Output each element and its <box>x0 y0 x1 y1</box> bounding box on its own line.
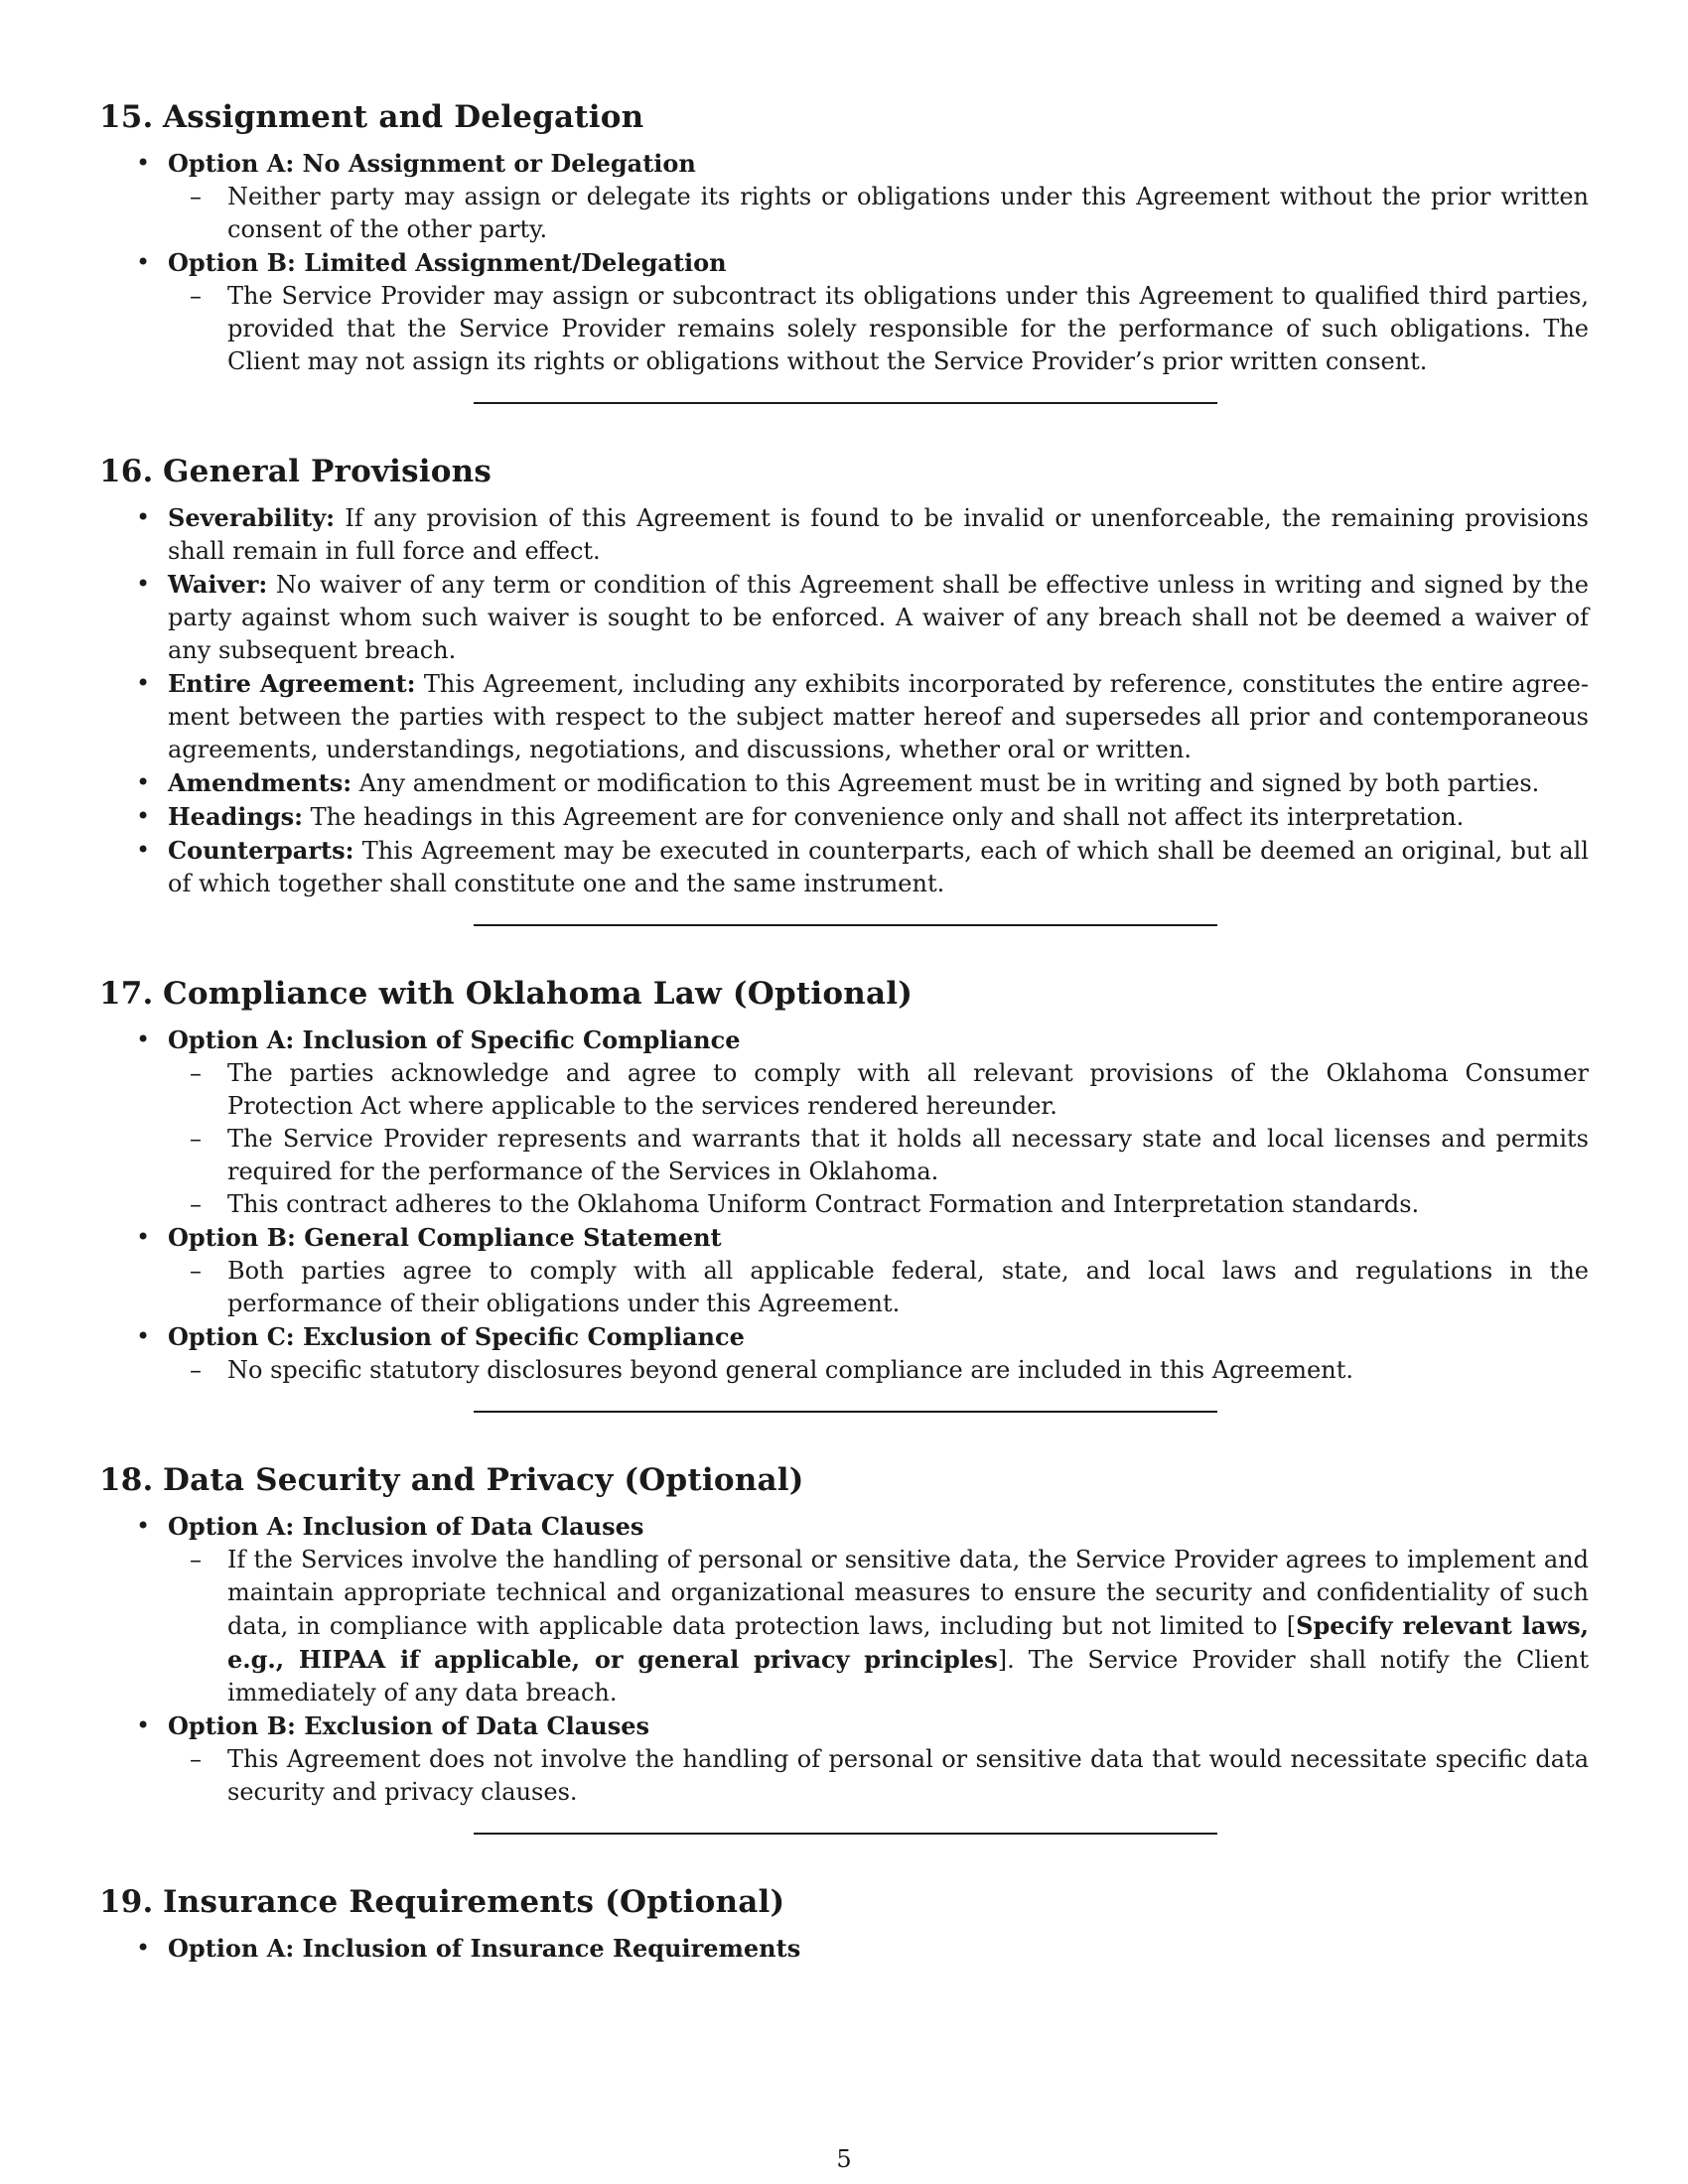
list-item <box>99 568 1589 667</box>
sub-list-item: – No specific statutory disclosures beyond general compliance are included in this Agreement. <box>168 1354 1589 1387</box>
section-heading <box>99 972 1589 1016</box>
section-title: Assignment and Delegation <box>163 99 644 135</box>
page-number: 5 <box>836 2145 852 2173</box>
list-item <box>99 1510 1589 1709</box>
option-list <box>99 1510 1589 1809</box>
provision-text: If any provision of this Agreement is found to be invalid or unenforceable, the remaining provisions shall remain in full force and effect. <box>168 504 1589 565</box>
section-19 <box>99 1880 1589 1966</box>
list-item <box>99 246 1589 378</box>
provision-list <box>99 501 1589 900</box>
section-title: Compliance with Oklahoma Law (Optional) <box>163 976 914 1012</box>
provision-label: Severability: <box>168 503 336 532</box>
option-label: Option B: Limited Assignment/Delegation <box>168 248 727 277</box>
option-label: Option A: Inclusion of Insurance Requirements <box>168 1934 801 1963</box>
sub-list-item: – Neither party may assign or delegate its rights or obligations under this Agreement without the prior written consent of the other party. <box>168 181 1589 246</box>
list-item <box>99 834 1589 900</box>
sub-list-item <box>168 1544 1589 1709</box>
clause-text: If the Services involve the handling of personal or sensitive data, the Service Provider agrees to implement and maintain appropriate technical and organizational measures to ensure the security and confidentiality of such data, in compliance with applicable data protection laws, including but not limited to [ <box>227 1546 1589 1640</box>
section-divider <box>474 924 1217 926</box>
option-label: Option C: Exclusion of Specific Compliance <box>168 1322 745 1351</box>
option-list <box>99 1024 1589 1387</box>
provision-label: Waiver: <box>168 570 268 599</box>
list-item <box>99 1932 1589 1966</box>
section-heading <box>99 1458 1589 1502</box>
list-item <box>99 766 1589 800</box>
list-item <box>99 501 1589 568</box>
section-title: Insurance Requirements (Optional) <box>163 1884 785 1920</box>
section-heading <box>99 450 1589 493</box>
section-number: 19. <box>99 1884 154 1920</box>
sub-list <box>168 1255 1589 1320</box>
provision-text: This Agreement, including any exhibits incorporated by reference, constitutes the entire agree-ment between the parties with respect to the subject matter hereof and supersedes all prior and contemporaneous agreements, understandings, negotiations, and discussions, whether oral or written. <box>168 670 1589 763</box>
list-item <box>99 1709 1589 1809</box>
section-title: General Provisions <box>163 454 492 489</box>
option-list <box>99 1932 1589 1966</box>
sub-list <box>168 1544 1589 1709</box>
option-label: Option B: Exclusion of Data Clauses <box>168 1711 649 1740</box>
sub-list-item: – The Service Provider represents and warrants that it holds all necessary state and local licenses and permits required for the performance of the Services in Oklahoma. <box>168 1123 1589 1188</box>
sub-list <box>168 280 1589 378</box>
section-title: Data Security and Privacy (Optional) <box>163 1462 804 1498</box>
provision-label: Entire Agreement: <box>168 669 416 698</box>
list-item <box>99 667 1589 766</box>
clause-text: ]. The Service Provider shall notify the Client immediately of any data breach. <box>227 1646 1590 1706</box>
option-label: Option A: No Assignment or Delegation <box>168 149 696 178</box>
section-heading <box>99 1880 1589 1924</box>
sub-list-item: – The parties acknowledge and agree to comply with all relevant provisions of the Oklahoma Consumer Protection Act where applicable to the services rendered hereunder. <box>168 1057 1589 1123</box>
section-divider <box>474 1833 1217 1835</box>
section-number: 17. <box>99 976 154 1012</box>
provision-text: No waiver of any term or condition of this Agreement shall be effective unless in writing and signed by the party against whom such waiver is sought to be enforced. A waiver of any breach shall not be deemed a waiver of any subsequent breach. <box>168 571 1589 664</box>
section-17 <box>99 972 1589 1387</box>
option-label: Option A: Inclusion of Specific Compliance <box>168 1025 741 1054</box>
section-number: 18. <box>99 1462 154 1498</box>
list-item <box>99 147 1589 246</box>
sub-list-item: – Both parties agree to comply with all applicable federal, state, and local laws and regulations in the performance of their obligations under this Agreement. <box>168 1255 1589 1320</box>
section-divider <box>474 402 1217 404</box>
list-item <box>99 1320 1589 1387</box>
section-16 <box>99 450 1589 900</box>
provision-label: Counterparts: <box>168 836 354 865</box>
document-page <box>99 95 1589 1966</box>
provision-text: This Agreement may be executed in counterparts, each of which shall be deemed an original, but all of which together shall constitute one and the same instrument. <box>168 837 1589 897</box>
provision-label: Headings: <box>168 802 303 831</box>
sub-list-item: – The Service Provider may assign or subcontract its obligations under this Agreement to qualified third parties, provided that the Service Provider remains solely responsible for the performance of such obligations. The Client may not assign its rights or obligations without the Service Provider’s prior written consent. <box>168 280 1589 378</box>
sub-list-item: – This Agreement does not involve the handling of personal or sensitive data that would necessitate specific data security and privacy clauses. <box>168 1743 1589 1809</box>
sub-list <box>168 1354 1589 1387</box>
list-item <box>99 1024 1589 1221</box>
sub-list <box>168 1743 1589 1809</box>
list-item <box>99 1221 1589 1320</box>
list-item <box>99 800 1589 834</box>
provision-text: Any amendment or modification to this Agreement must be in writing and signed by both parties. <box>358 769 1540 797</box>
option-label: Option A: Inclusion of Data Clauses <box>168 1512 644 1541</box>
provision-text: The headings in this Agreement are for convenience only and shall not affect its interpretation. <box>310 803 1465 831</box>
section-15 <box>99 95 1589 378</box>
section-divider <box>474 1411 1217 1413</box>
section-number: 15. <box>99 99 154 135</box>
section-heading <box>99 95 1589 139</box>
section-18 <box>99 1458 1589 1809</box>
option-label: Option B: General Compliance Statement <box>168 1223 722 1252</box>
placeholder-text: Specify relevant laws, e.g., HIPAA if applicable, or general privacy principles <box>227 1611 1590 1674</box>
section-number: 16. <box>99 454 154 489</box>
sub-list <box>168 181 1589 246</box>
provision-label: Amendments: <box>168 768 352 797</box>
sub-list-item: – This contract adheres to the Oklahoma Uniform Contract Formation and Interpretation standards. <box>168 1188 1589 1221</box>
option-list <box>99 147 1589 378</box>
sub-list <box>168 1057 1589 1221</box>
